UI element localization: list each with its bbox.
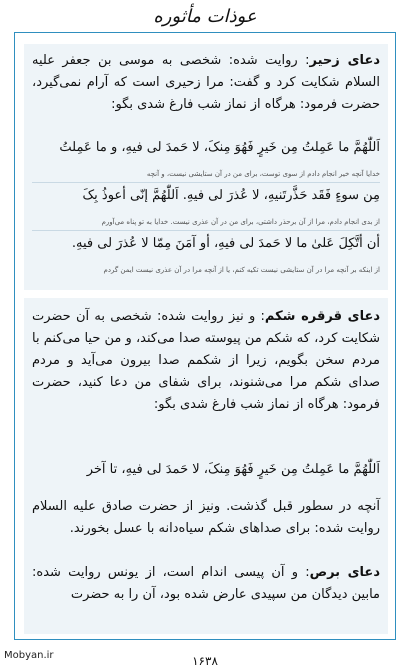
baras-paragraph (32, 562, 380, 606)
gharghare-intro (32, 306, 380, 416)
zahir-intro-text: : روایت شده: شخصی به موسی بن جعفر علیه السلام شکایت کرد و گفت: مرا زحیری است که آرام نمی‌گیرد، حضرت فرمود: هرگاه از نماز شب فارغ شدی بگو: (32, 53, 380, 112)
gharghare-after: آنچه در سطور قبل گذشت. ونیز از حضرت صادق علیه السلام روایت شده: برای صداهای شکم سیاه‌دانه با عسل بخورند. (32, 499, 380, 536)
gharghare-intro-text: : و نیز روایت شده: شخصی به آن حضرت شکایت کرد، که شکم من پیوسته صدا می‌کند، و من حیا می‌کنم با مردم سخن بگویم، زیرا از شکمم صدا بیرون می‌آید و مردم صدای شکم مرا می‌شنوند، برای شفای من دعا کنید، حضرت فرمود: هرگاه از نماز شب فارغ شدی بگو: (32, 309, 380, 412)
zahir-prayer-line-3: أن أتَّکِلَ عَلیٰ ما لا حَمدَ لی فیهِ، أو آمَنَ مِمّا لا عُذرَ لی فیهِ. (71, 236, 380, 251)
gharghare-prayer: اَللّٰهُمَّ ما عَمِلتُ مِن خَیرٍ فَهُوَ مِنکَ، لا حَمدَ لی فیهِ، تا آخر (86, 462, 380, 477)
baras-text: : و آن پیسی اندام است، از یونس روایت شده: مابین دیدگان من سپیدی عارض شده بود، آن را به حضرت (32, 565, 380, 602)
page-title: عوذات مأثوره (153, 6, 257, 27)
zahir-translation-line-3: از اینکه بر آنچه مرا در آن ستایشی نیست تکیه کنم، یا از آنچه مرا در آن عذری نیست ایمن گردم (103, 266, 380, 274)
page-number: ۱۶۳۸ (192, 654, 218, 668)
zahir-keyword: دعای زحیر (309, 53, 380, 68)
zahir-translation-line-1: خدایا آنچه خیر انجام دادم از سوی توست، برای من در آن ستایشی نیست، و آنچه (146, 170, 380, 178)
zahir-prayer-line-2: مِن سوءٍ فَقَد حَذَّرتَنیهِ، لا عُذرَ لی فیهِ. اَللّٰهُمَّ إنّی أعوذُ بِکَ (82, 188, 380, 203)
gharghare-keyword: دعای قرقره شکم (264, 309, 381, 324)
divider (32, 182, 380, 183)
divider (32, 230, 380, 231)
zahir-intro (32, 50, 380, 116)
baras-keyword: دعای برص (309, 565, 380, 580)
watermark-logo: Mobyan.ir (4, 650, 54, 661)
zahir-prayer-line-1: اَللّٰهُمَّ ما عَمِلتُ مِن خَیرٍ فَهُوَ مِنکَ، لا حَمدَ لی فیهِ، و ما عَمِلتُ (59, 140, 380, 155)
zahir-translation-line-2: از بدی انجام دادم، مرا از آن برحذر داشتی، برای من در آن عذری نیست. خدایا به تو پناه می‌آورم (101, 218, 380, 226)
